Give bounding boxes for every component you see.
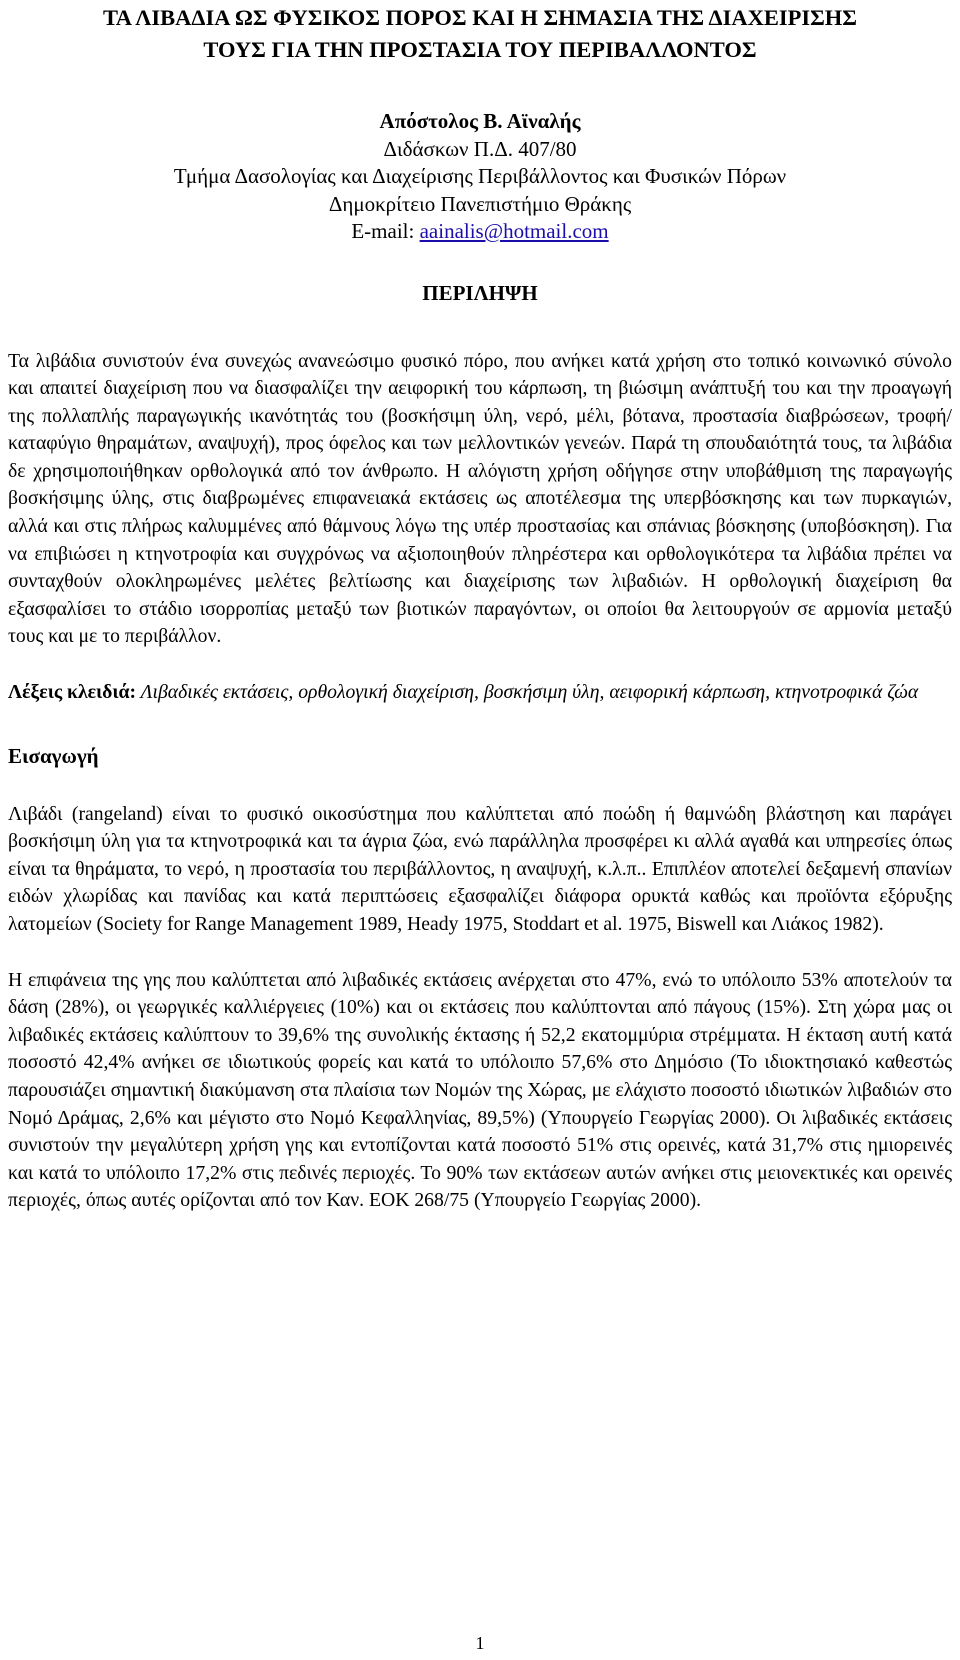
keywords-list: Λιβαδικές εκτάσεις, ορθολογική διαχείριση, βοσκήσιμη ύλη, αειφορική κάρπωση, κτηνοτροφικά ζώα (136, 681, 919, 704)
email-label: E-mail: (351, 219, 420, 243)
author-department: Τμήμα Δασολογίας και Διαχείρισης Περιβάλλοντος και Φυσικών Πόρων (173, 164, 787, 188)
author-university: Δημοκρίτειο Πανεπιστήμιο Θράκης (328, 191, 632, 216)
author-block (8, 108, 952, 246)
abstract-paragraph: Τα λιβάδια συνιστούν ένα συνεχώς ανανεώσιμο φυσικό πόρο, που ανήκει κατά χρήση στο τοπικό κοινωνικό σύνολο και απαιτεί διαχείριση που να διασφαλίζει την αειφορική του κάρπωση, τη βιώσιμη ανάπτυξή του και την προαγωγή της πολλαπλής παραγωγικής ικανότητάς του (βοσκήσιμη ύλη, νερό, μέλι, βότανα, προστασία διαβρώσεων, τροφή/καταφύγιο θηραμάτων, αναψυχή), προς όφελος και των μελλοντικών γενεών. Παρά τη σπουδαιότητά τους, τα λιβάδια δε χρησιμοποιήθηκαν ορθολογικά από τον άνθρωπο. Η αλόγιστη χρήση οδήγησε στην υποβάθμιση της παραγωγής βοσκήσιμης ύλης, στις διαβρωμένες επιφανειακά εκτάσεις ως αποτέλεσμα της υπερβόσκησης και των πυρκαγιών, αλλά και στις πλήρως καλυμμένες από θάμνους λόγω της υπέρ προστασίας και σπάνιας βόσκησης (υποβόσκηση). Για να επιβιώσει η κτηνοτροφία και συγχρόνως να αξιοποιηθούν πληρέστερα και ορθολογικότερα τα λιβάδια πρέπει να συνταχθούν ολοκληρωμένες μελέτες βελτίωσης και διαχείρισης των λιβαδιών. Η ορθολογική διαχείριση θα εξασφαλίσει το στάδιο ισορροπίας μεταξύ των βιοτικών παραγόντων, οι οποίοι θα λειτουργούν σε αρμονία μεταξύ τους και με το περιβάλλον. (8, 349, 952, 648)
page-number: 1 (475, 1633, 485, 1653)
author-position: Διδάσκων Π.Δ. 407/80 (383, 136, 577, 161)
document-page (8, 0, 952, 1215)
abstract-heading: ΠΕΡΙΛΗΨΗ (422, 280, 538, 305)
keywords-label: Λέξεις κλειδιά: (8, 681, 137, 704)
author-email-line (8, 218, 952, 246)
keywords-paragraph (8, 679, 952, 707)
title-line-1: ΤΑ ΛΙΒΑΔΙΑ ΩΣ ΦΥΣΙΚΟΣ ΠΟΡΟΣ ΚΑΙ Η ΣΗΜΑΣΙΑ ΤΗΣ ΔΙΑΧΕΙΡΙΣΗΣ (102, 5, 858, 30)
paper-title (8, 0, 952, 66)
introduction-heading: Εισαγωγή (8, 743, 99, 768)
intro-paragraph-1: Λιβάδι (rangeland) είναι το φυσικό οικοσύστημα που καλύπτεται από ποώδη ή θαμνώδη βλάστηση και παράγει βοσκήσιμη ύλη για τα κτηνοτροφικά και τα άγρια ζώα, ενώ παράλληλα προσφέρει κι αλλά αγαθά και υπηρεσίες όπως είναι τα θηράματα, το νερό, η προστασία του περιβάλλοντος, η αναψυχή, κ.λ.π.. Επιπλέον αποτελεί δεξαμενή σπανίων ειδών χλωρίδας και πανίδας και κατά περιπτώσεις εξασφαλίζει διάφορα ορυκτά καθώς και προϊόντα εξόρυξης λατομείων (Society for Range Management 1989, Heady 1975, Stoddart et al. 1975, Biswell και Λιάκος 1982). (8, 802, 952, 935)
intro-paragraph-2: Η επιφάνεια της γης που καλύπτεται από λιβαδικές εκτάσεις ανέρχεται στο 47%, ενώ το υπόλοιπο 53% αποτελούν τα δάση (28%), οι γεωργικές καλλιέργειες (10%) και οι εκτάσεις που καλύπτονται από πάγους (15%). Στη χώρα μας οι λιβαδικές εκτάσεις καλύπτουν το 39,6% της συνολικής έκτασης ή 52,2 εκατομμύρια στρέμματα. Η έκταση αυτή κατά ποσοστό 42,4% ανήκει σε ιδιωτικούς φορείς και κατά το υπόλοιπο 57,6% στο Δημόσιο (Το ιδιοκτησιακό καθεστώς παρουσιάζει σημαντική διακύμανση στα πλαίσια των Νομών της Χώρας, με ελάχιστο ποσοστό ιδιωτικών λιβαδιών στο Νομό Δράμας, 2,6% και μέγιστο στο Νομό Κεφαλληνίας, 89,5%) (Υπουργείο Γεωργίας 2000). Οι λιβαδικές εκτάσεις συνιστούν την μεγαλύτερη χρήση γης και εντοπίζονται κατά ποσοστό 51% στις ορεινές, κατά 31,7% στις ημιορεινές και κατά το υπόλοιπο 17,2% στις πεδινές περιοχές. Το 90% των εκτάσεων αυτών ανήκει στις μειονεκτικές και ορεινές περιοχές, όπως αυτές ορίζονται από τον Καν. ΕΟΚ 268/75 (Υπουργείο Γεωργίας 2000). (8, 968, 952, 1212)
author-name: Απόστολος Β. Αϊναλής (379, 109, 581, 133)
email-link[interactable]: aainalis@hotmail.com (419, 219, 609, 243)
title-line-2: ΤΟΥΣ ΓΙΑ ΤΗΝ ΠΡΟΣΤΑΣΙΑ ΤΟΥ ΠΕΡΙΒΑΛΛΟΝΤΟΣ (203, 37, 757, 62)
